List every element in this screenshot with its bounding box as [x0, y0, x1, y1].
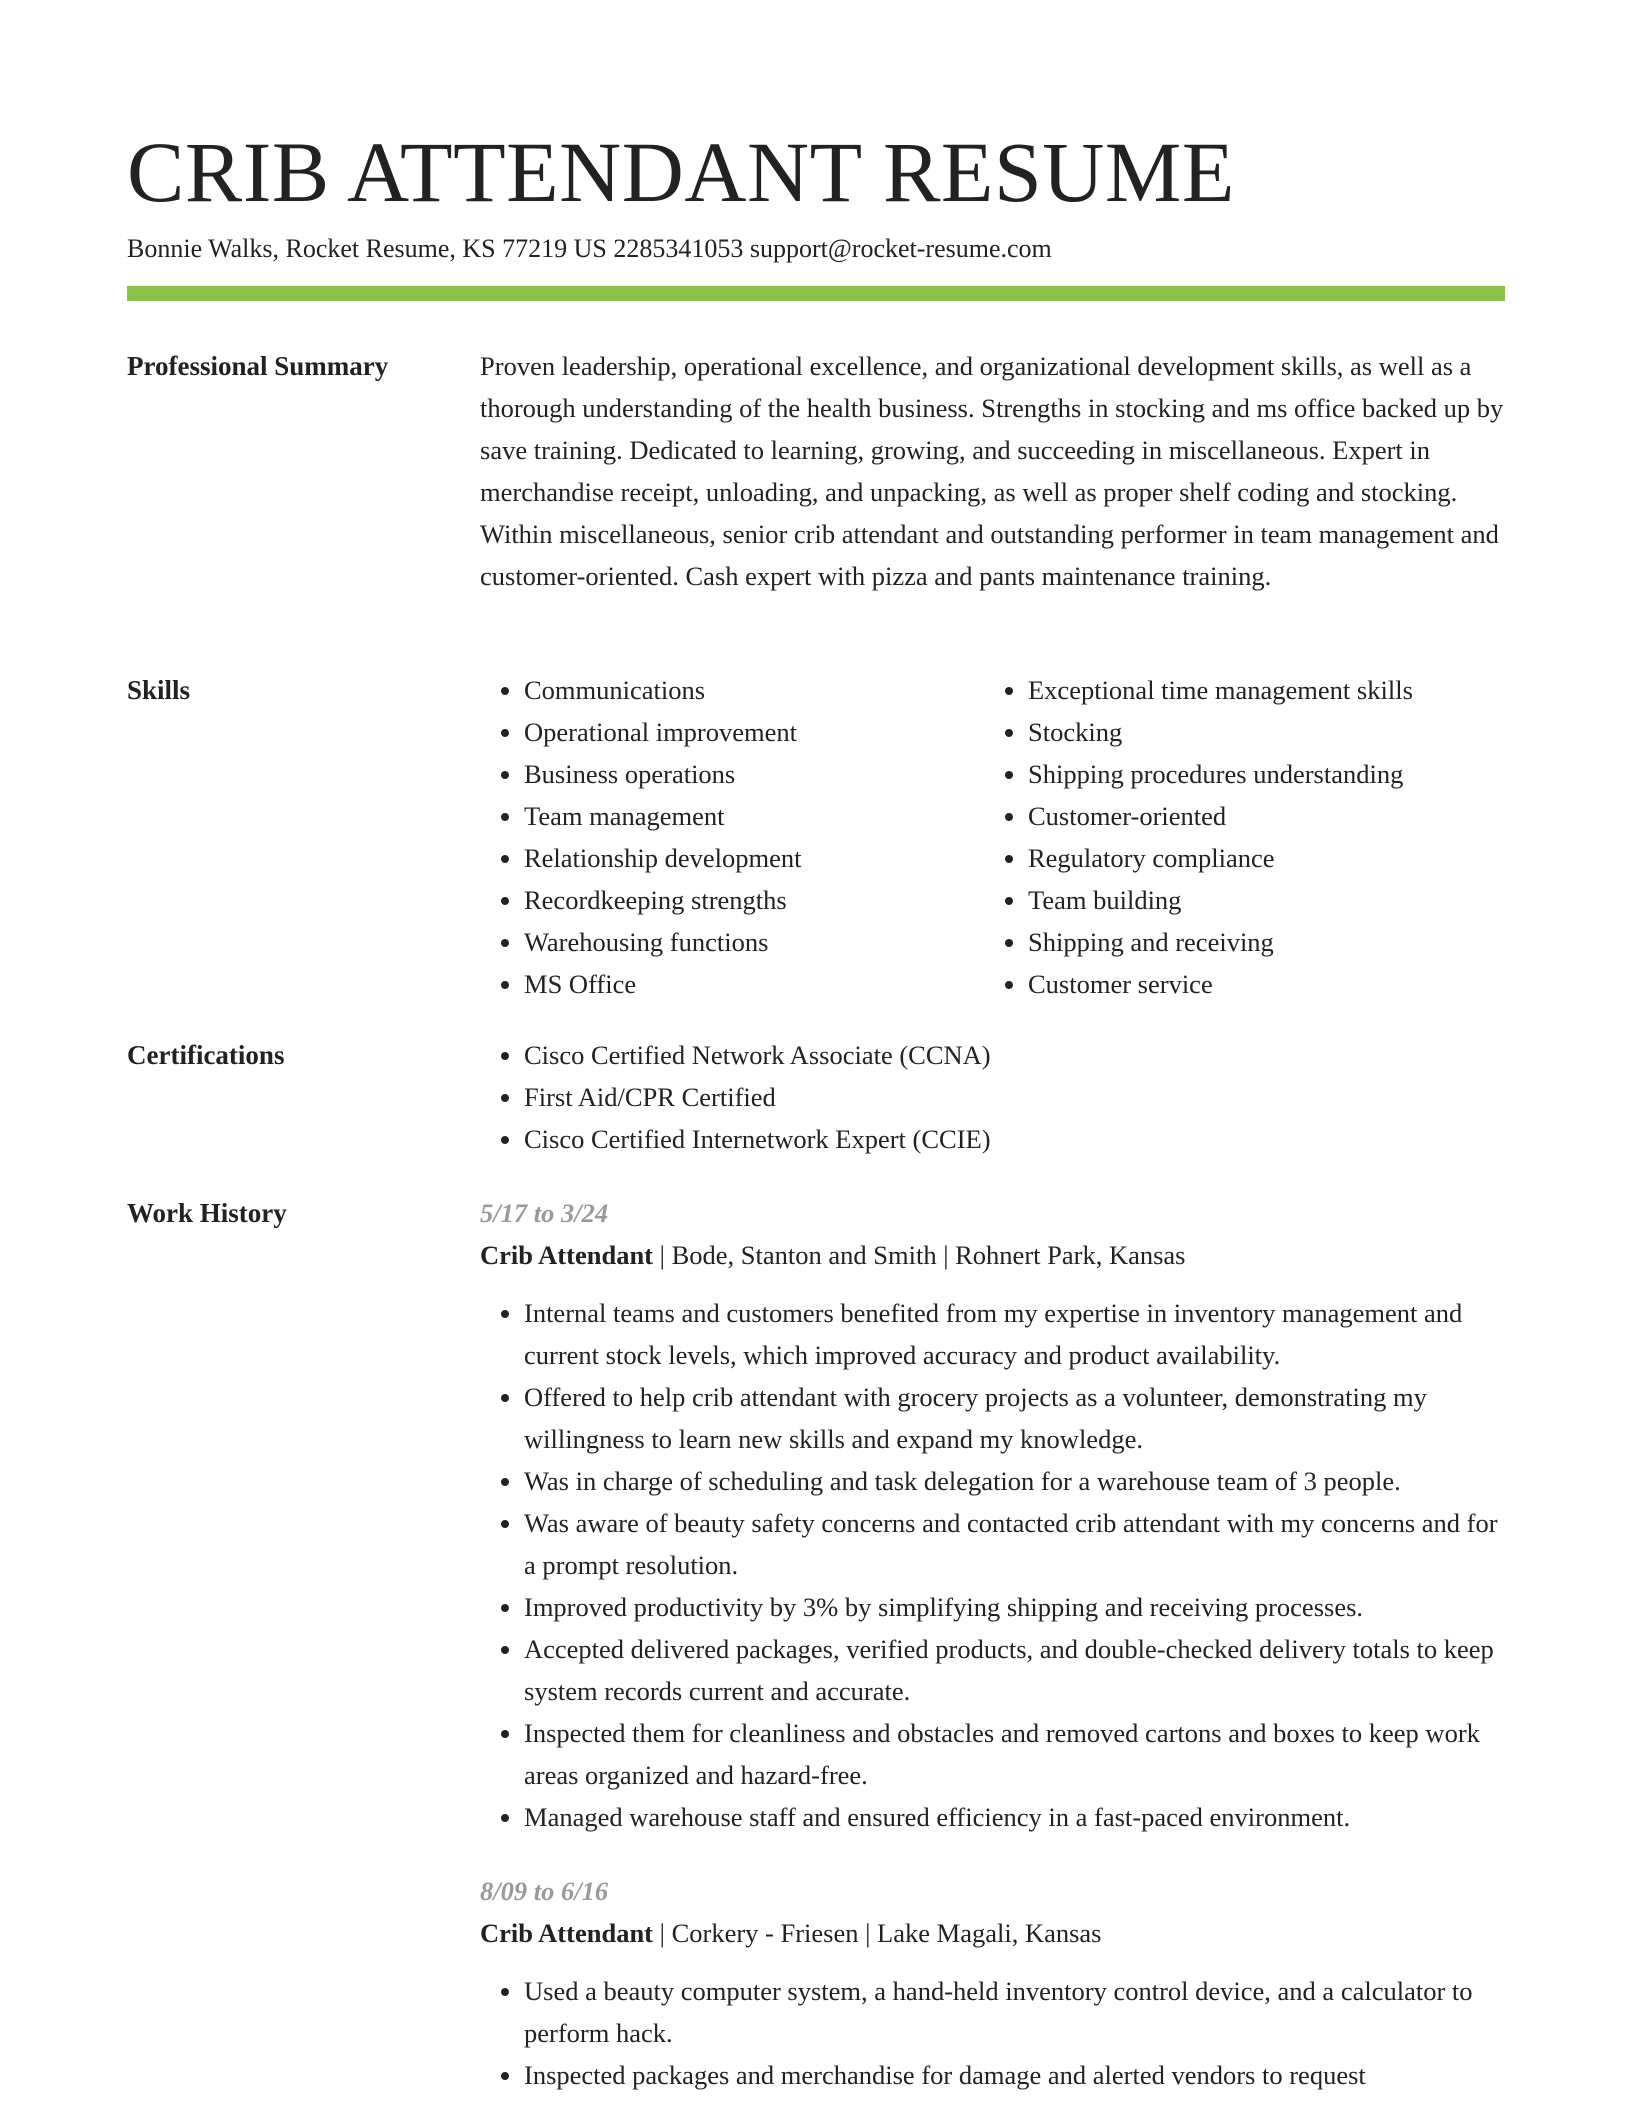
skill-item: • Regulatory compliance	[1028, 837, 1488, 879]
certification-item: • First Aid/CPR Certified	[524, 1076, 1505, 1118]
job-title: Crib Attendant	[480, 1240, 654, 1270]
job-dates: 8/09 to 6/16	[480, 1876, 609, 1906]
job-details: | Corkery - Friesen | Lake Magali, Kansas	[653, 1918, 1102, 1948]
job-bullet: • Inspected packages and merchandise for damage and alerted vendors to request	[524, 2054, 1505, 2096]
certifications-list	[480, 1034, 1505, 1160]
job-heading	[480, 1234, 1505, 1276]
job-dates: 5/17 to 3/24	[480, 1198, 609, 1228]
skills-column-right	[984, 669, 1488, 1005]
summary-label: Professional Summary	[127, 351, 389, 381]
job-bullet: • Accepted delivered packages, verified products, and double-checked delivery totals to keep system records current and accurate.	[524, 1628, 1505, 1712]
skill-item: • Shipping procedures understanding	[1028, 753, 1488, 795]
work-history-body	[480, 1192, 1505, 2096]
resume-title: CRIB ATTENDANT RESUME	[127, 124, 1235, 220]
job-heading	[480, 1912, 1505, 1954]
header-divider	[127, 286, 1505, 301]
skills-list-left	[480, 669, 984, 1005]
job-bullet: • Was aware of beauty safety concerns and contacted crib attendant with my concerns and for a prompt resolution.	[524, 1502, 1505, 1586]
job-entry	[480, 1192, 1505, 1838]
job-bullet: • Managed warehouse staff and ensured efficiency in a fast-paced environment.	[524, 1796, 1505, 1838]
skills-columns	[480, 669, 1505, 1005]
certifications-body	[480, 1034, 1505, 1160]
job-bullets	[480, 1970, 1505, 2096]
summary-text: Proven leadership, operational excellence, and organizational development skills, as well as a thorough understanding of the health business. Strengths in stocking and ms office backed up by save training. Dedicated to learning, growing, and succeeding in miscellaneous. Expert in merchandise receipt, unloading, and unpacking, as well as proper shelf coding and stocking. Within miscellaneous, senior crib attendant and outstanding performer in team management and customer-oriented. Cash expert with pizza and pants maintenance training.	[480, 351, 1504, 591]
job-entry	[480, 1870, 1505, 2096]
skill-item: • Customer service	[1028, 963, 1488, 1005]
skill-item: • Team building	[1028, 879, 1488, 921]
summary-body	[480, 345, 1505, 597]
skill-item: • Relationship development	[524, 837, 984, 879]
job-bullet: • Improved productivity by 3% by simplifying shipping and receiving processes.	[524, 1586, 1505, 1628]
skill-item: • Warehousing functions	[524, 921, 984, 963]
certification-item: • Cisco Certified Internetwork Expert (CCIE)	[524, 1118, 1505, 1160]
skill-item: • Stocking	[1028, 711, 1488, 753]
contact-line: Bonnie Walks, Rocket Resume, KS 77219 US 2285341053 support@rocket-resume.com	[127, 234, 1052, 263]
skills-body	[480, 669, 1505, 1005]
skill-item: • Team management	[524, 795, 984, 837]
skill-item: • Communications	[524, 669, 984, 711]
skills-label: Skills	[127, 675, 191, 705]
job-title: Crib Attendant	[480, 1918, 654, 1948]
skill-item: • Customer-oriented	[1028, 795, 1488, 837]
job-bullet: • Was in charge of scheduling and task delegation for a warehouse team of 3 people.	[524, 1460, 1505, 1502]
certification-item: • Cisco Certified Network Associate (CCNA)	[524, 1034, 1505, 1076]
work-history-label: Work History	[127, 1198, 287, 1228]
skill-item: • Recordkeeping strengths	[524, 879, 984, 921]
job-bullets	[480, 1292, 1505, 1838]
job-bullet: • Internal teams and customers benefited from my expertise in inventory management and current stock levels, which improved accuracy and product availability.	[524, 1292, 1505, 1376]
job-bullet: • Used a beauty computer system, a hand-held inventory control device, and a calculator to perform hack.	[524, 1970, 1505, 2054]
skill-item: • Business operations	[524, 753, 984, 795]
skills-list-right	[984, 669, 1488, 1005]
skill-item: • Exceptional time management skills	[1028, 669, 1488, 711]
skill-item: • Shipping and receiving	[1028, 921, 1488, 963]
job-bullet: • Inspected them for cleanliness and obstacles and removed cartons and boxes to keep work areas organized and hazard-free.	[524, 1712, 1505, 1796]
job-bullet: • Offered to help crib attendant with grocery projects as a volunteer, demonstrating my willingness to learn new skills and expand my knowledge.	[524, 1376, 1505, 1460]
skill-item: • Operational improvement	[524, 711, 984, 753]
certifications-label: Certifications	[127, 1040, 285, 1070]
skills-column-left	[480, 669, 984, 1005]
job-details: | Bode, Stanton and Smith | Rohnert Park, Kansas	[653, 1240, 1186, 1270]
skill-item: • MS Office	[524, 963, 984, 1005]
